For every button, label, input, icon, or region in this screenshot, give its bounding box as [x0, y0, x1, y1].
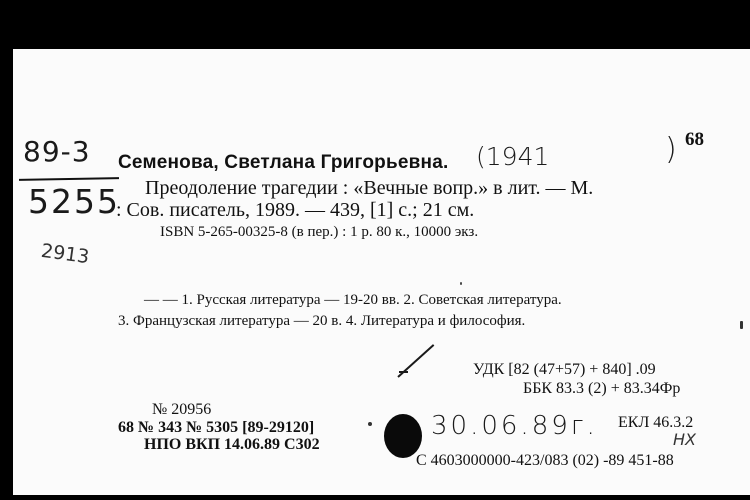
- bbk-line: ББК 83.3 (2) + 83.34Фр: [523, 380, 681, 397]
- isbn-line: ISBN 5-265-00325-8 (в пер.) : 1 р. 80 к., 10000 экз.: [160, 224, 479, 240]
- author-heading: Семенова, Светлана Григорьевна.: [118, 152, 449, 173]
- call-number-bottom: 5255: [28, 182, 120, 221]
- bottom-code: С 4603000000-423/083 (02) -89 451-88: [416, 452, 674, 469]
- author-birth-year: (1941: [476, 142, 550, 171]
- scan-speck: [368, 422, 372, 426]
- title-line-1: Преодоление трагедии : «Вечные вопр.» в лит. — М.: [145, 177, 594, 199]
- order-line: 68 № 343 № 5305 [89-29120]: [118, 419, 315, 436]
- hand-note-right: НХ: [673, 430, 696, 449]
- hand-dash-mark: [399, 371, 408, 373]
- hand-date: 30.06.89г.: [431, 411, 598, 441]
- catalog-card: [13, 49, 750, 495]
- npo-line: НПО ВКП 14.06.89 С302: [144, 436, 320, 453]
- scan-speck: [740, 321, 743, 329]
- hand-note-left: 2913: [39, 239, 91, 269]
- top-right-number: 68: [685, 129, 704, 150]
- udk-line: УДК [82 (47+57) + 840] .09: [473, 361, 656, 378]
- scan-speck: [460, 282, 462, 285]
- closing-paren: ): [665, 132, 677, 167]
- record-number: № 20956: [152, 401, 212, 418]
- ekl-line: ЕКЛ 46.3.2: [618, 414, 694, 431]
- call-number-divider: [19, 177, 119, 181]
- call-number-top: 89-3: [23, 135, 91, 168]
- subjects-line-2: 3. Французская литература — 20 в. 4. Литература и философия.: [118, 313, 526, 329]
- title-line-2: : Сов. писатель, 1989. — 439, [1] с.; 21 см.: [116, 199, 475, 221]
- subjects-line-1: — — 1. Русская литература — 19-20 вв. 2. Советская литература.: [144, 292, 562, 308]
